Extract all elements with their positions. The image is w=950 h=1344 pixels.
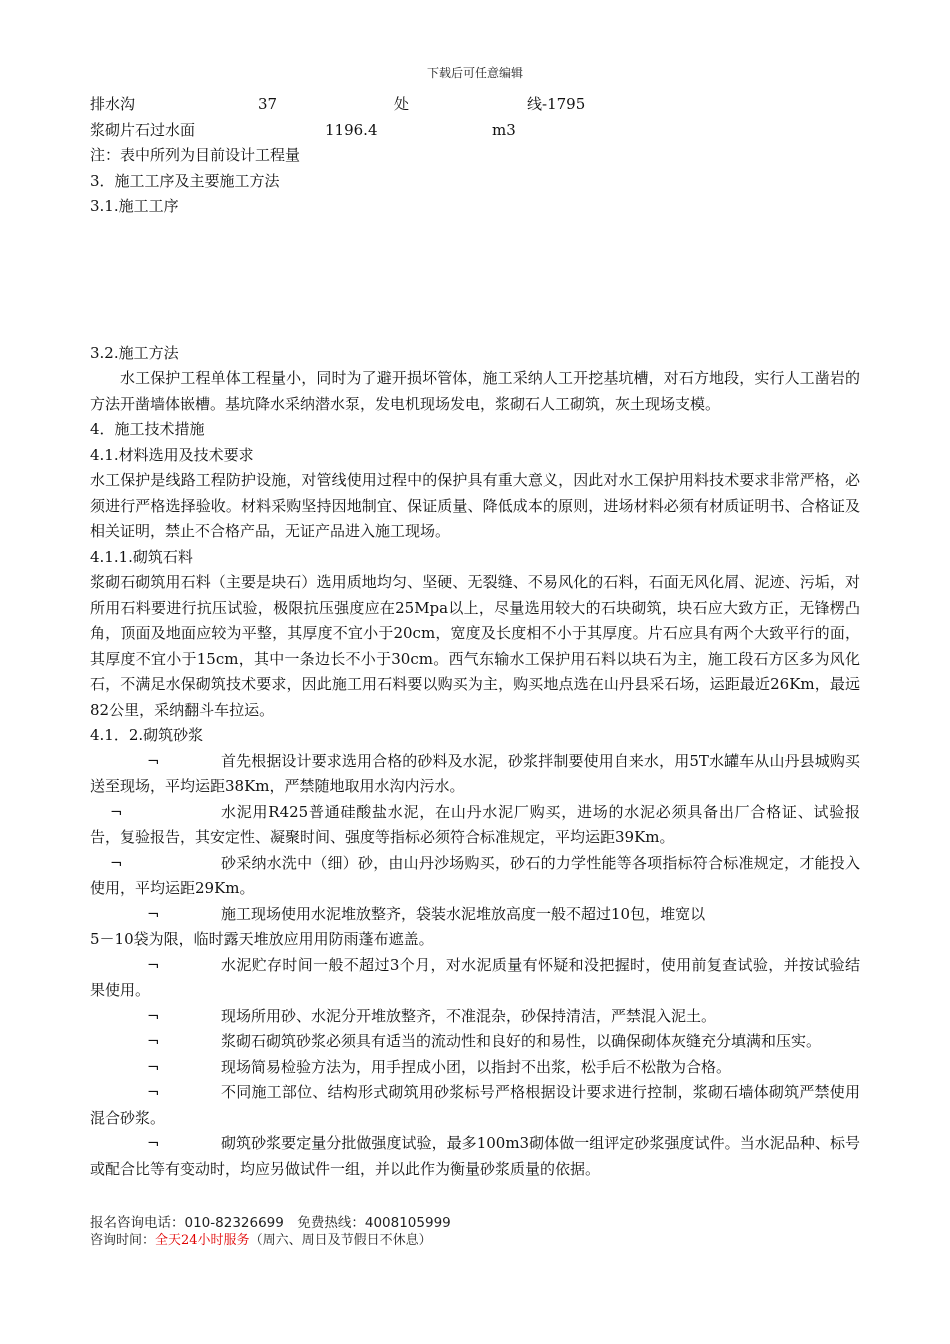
row-remark: 线-1795 (527, 95, 586, 113)
bullet-mark-icon: ¬ (147, 751, 160, 770)
row-unit: 处 (394, 95, 410, 113)
paragraph-masonry-stone: 浆砌石砌筑用石料（主要是块石）选用质地均匀、坚硬、无裂缝、不易风化的石料，石面无风化屑、泥迹、污垢，对所用石料要进行抗压试验，极限抗压强度应在25Mpa以上，尽量选用较大的石块砌筑，块石应大致方正，无锋楞凸角，顶面及地面应较为平整，其厚度不宜小于20cm，宽度及长度相不小于其厚度。片石应具有两个大致平行的面，其厚度不宜小于15cm，其中一条边长不小于30cm。西气东输水工保护用石料以块石为主，施工段石方区多为风化石，不满足水保砌筑技术要求，因此施工用石料要以购买为主，购买地点选在山丹县采石场，运距最近26Km，最远82公里，采纳翻斗车拉运。 (90, 573, 860, 719)
list-item (90, 1004, 860, 1030)
bullet-mark-icon: ¬ (147, 955, 160, 974)
contact-footer (90, 1214, 860, 1250)
row-qty: 37 (258, 95, 278, 113)
table-row (90, 118, 860, 144)
bullet-mark-icon: ¬ (147, 1032, 160, 1050)
list-item (90, 851, 860, 902)
row-name: 浆砌片石过水面 (90, 120, 196, 139)
bullet-mark-icon: ¬ (147, 1057, 160, 1076)
list-item (90, 953, 860, 1004)
page-header-note: 下载后可任意编辑 (426, 66, 523, 80)
contact-phone-line: 报名咨询电话：010-82326699 免费热线：4008105999 (90, 1215, 451, 1231)
bullet-mark-icon: ¬ (147, 1006, 160, 1025)
list-item (90, 1029, 860, 1055)
list-item (90, 902, 860, 928)
list-item-text: 不同施工部位、结构形式砌筑用砂浆标号严格根据设计要求进行控制，浆砌石墙体砌筑严禁使用混合砂浆。 (90, 1083, 860, 1127)
list-item (90, 1080, 860, 1131)
list-item (90, 1055, 860, 1081)
paragraph-construction-method: 水工保护工程单体工程量小，同时为了避开损坏管体，施工采纳人工开挖基坑槽，对石方地段，实行人工凿岩的方法开凿墙体嵌槽。基坑降水采纳潜水泵，发电机现场发电，浆砌石人工砌筑，灰土现场支模。 (90, 369, 860, 413)
hours-note: （周六、周日及节假日不休息） (249, 1233, 432, 1248)
blank-area (90, 220, 860, 341)
hours-label: 咨询时间： (90, 1233, 156, 1248)
list-item-continuation: 5－10袋为限，临时露天堆放应用用防雨蓬布遮盖。 (90, 930, 434, 948)
list-item-text: 浆砌石砌筑砂浆必须具有适当的流动性和良好的和易性，以确保砌体灰缝充分填满和压实。 (221, 1032, 822, 1050)
list-item-text: 首先根据设计要求选用合格的砂料及水泥，砂浆拌制要使用自来水，用5T水罐车从山丹县城购买送至现场，平均运距38Km，严禁随地取用水沟内污水。 (90, 751, 860, 795)
section-heading-3-1: 3.1.施工工序 (90, 197, 179, 215)
section-heading-4-1: 4.1.材料选用及技术要求 (90, 445, 254, 464)
row-name: 排水沟 (90, 95, 136, 113)
row-qty: 1196.4 (325, 120, 378, 139)
section-heading-4-1-2: 4.1．2.砌筑砂浆 (90, 726, 204, 744)
bullet-mark-icon: ¬ (147, 1134, 160, 1152)
bullet-mark-icon: ¬ (110, 853, 123, 872)
list-item (90, 800, 860, 851)
paragraph-material-requirements: 水工保护是线路工程防护设施，对管线使用过程中的保护具有重大意义，因此对水工保护用料技术要求非常严格，必须进行严格选择验收。材料采购坚持因地制宜、保证质量、降低成本的原则，进场材料必须有材质证明书、合格证及相关证明，禁止不合格产品，无证产品进入施工现场。 (90, 471, 860, 540)
table-row (90, 92, 860, 118)
bullet-mark-icon: ¬ (147, 1083, 160, 1101)
section-heading-3-2: 3.2.施工方法 (90, 343, 179, 362)
list-item-text: 砌筑砂浆要定量分批做强度试验，最多100m3砌体做一组评定砂浆强度试件。当水泥品种、标号或配合比等有变动时，均应另做试件一组，并以此作为衡量砂浆质量的依据。 (90, 1134, 860, 1178)
list-item-text: 现场所用砂、水泥分开堆放整齐，不准混杂，砂保持清洁，严禁混入泥土。 (221, 1006, 717, 1025)
list-item-text: 砂采纳水洗中（细）砂，由山丹沙场购买，砂石的力学性能等各项指标符合标准规定，才能投入使用，平均运距29Km。 (90, 853, 860, 897)
list-item-text: 水泥用R425普通硅酸盐水泥，在山丹水泥厂购买，进场的水泥必须具备出厂合格证、试验报告，复验报告，其安定性、凝聚时间、强度等指标必须符合标准规定，平均运距39Km。 (90, 802, 860, 846)
list-item-text: 施工现场使用水泥堆放整齐，袋装水泥堆放高度一般不超过10包，堆宽以 (221, 904, 706, 923)
section-heading-3: 3．施工工序及主要施工方法 (90, 171, 280, 190)
hours-highlight: 全天24小时服务 (155, 1233, 250, 1248)
section-heading-4: 4．施工技术措施 (90, 420, 205, 438)
list-item-text: 水泥贮存时间一般不超过3个月，对水泥质量有怀疑和没把握时，使用前复查试验，并按试验结果使用。 (90, 955, 860, 999)
document-body (90, 92, 860, 1182)
contact-hours-line (90, 1232, 860, 1250)
section-heading-4-1-1: 4.1.1.砌筑石料 (90, 547, 193, 566)
bullet-mark-icon: ¬ (110, 802, 123, 821)
list-item (90, 749, 860, 800)
list-item (90, 1131, 860, 1182)
bullet-mark-icon: ¬ (147, 904, 160, 923)
list-item-text: 现场简易检验方法为，用手捏成小团，以指封不出浆，松手后不松散为合格。 (221, 1057, 732, 1076)
table-note: 注：表中所列为目前设计工程量 (90, 146, 301, 164)
row-unit: m3 (492, 120, 516, 139)
